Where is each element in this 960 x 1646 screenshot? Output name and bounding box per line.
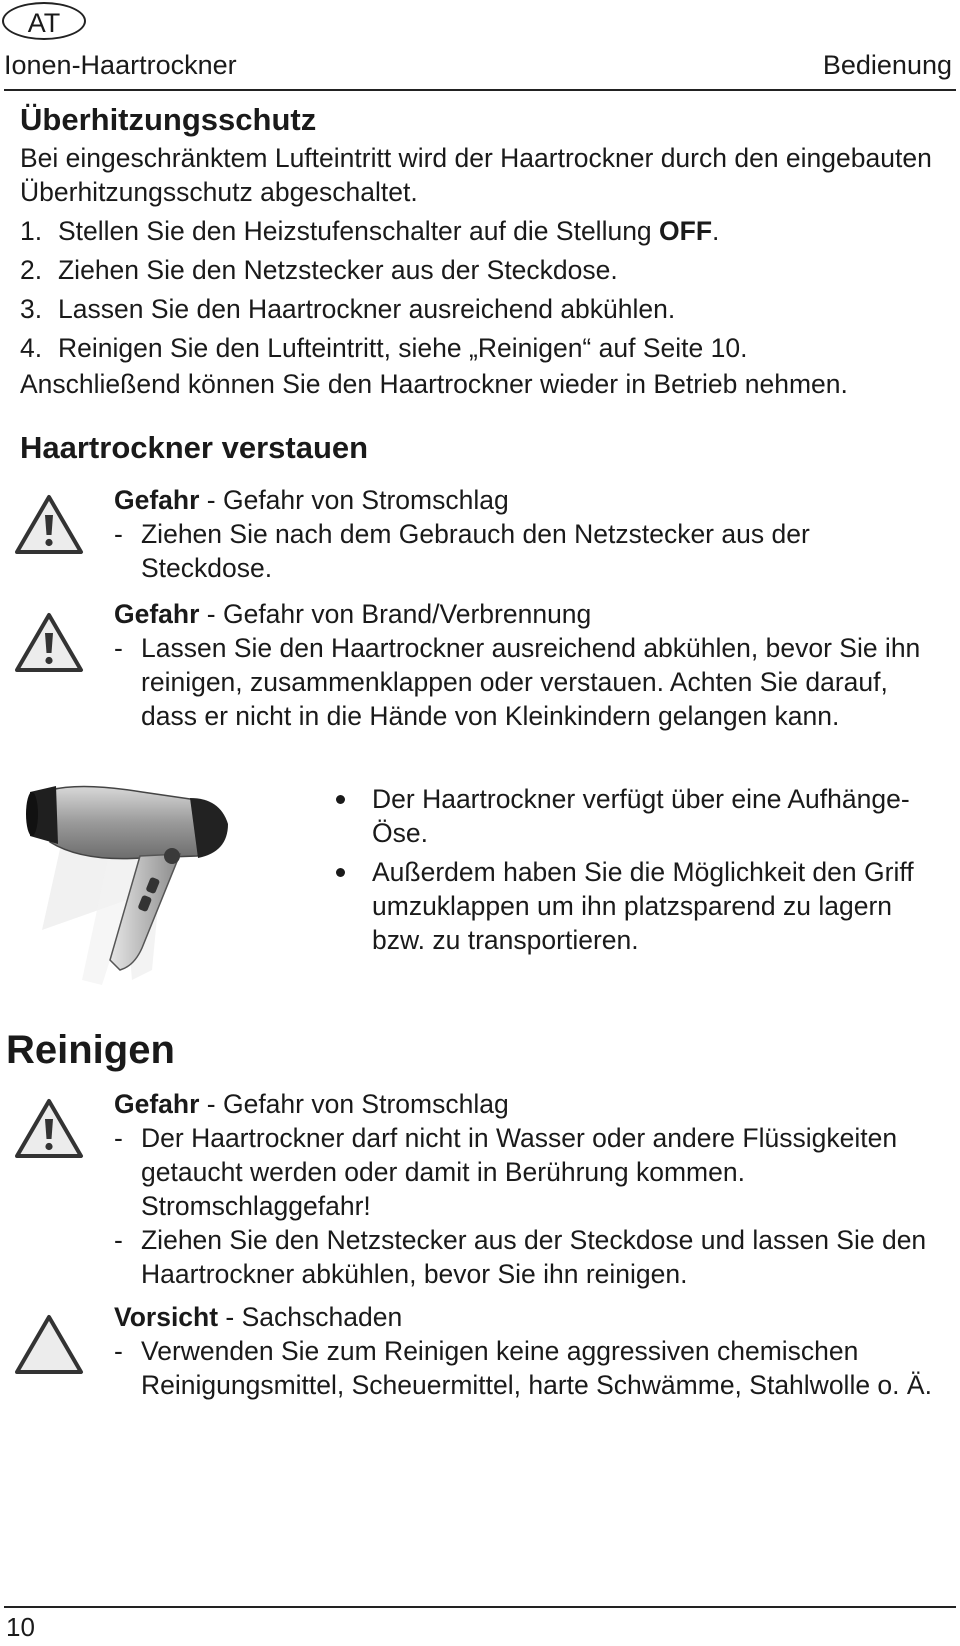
warning-item: - Ziehen Sie nach dem Gebrauch den Netzstecker aus der Steckdose. <box>114 519 810 583</box>
cleaning-caution-damage <box>114 1300 934 1402</box>
cleaning-heading: Reinigen <box>6 1028 175 1072</box>
warning-triangle-icon <box>14 612 84 674</box>
list-item: 4. Reinigen Sie den Lufteintritt, siehe „Reinigen“ auf Seite 10. <box>20 333 748 363</box>
header-product-name: Ionen-Haartrockner <box>4 50 237 80</box>
storage-heading: Haartrockner verstauen <box>20 430 369 465</box>
bullet-icon <box>336 795 345 804</box>
storage-feature-list <box>332 782 932 962</box>
warning-item: - Ziehen Sie den Netzstecker aus der Steckdose und lassen Sie den Haartrockner abkühlen, bevor Sie ihn reinigen. <box>114 1225 927 1289</box>
warning-triangle-icon <box>14 494 84 556</box>
hair-dryer-illustration <box>22 770 252 995</box>
list-item: 1. Stellen Sie den Heizstufenschalter auf die Stellung OFF. <box>20 216 720 246</box>
header-chapter: Bedienung <box>822 50 952 80</box>
storage-warning-shock <box>114 483 934 585</box>
bullet-icon <box>336 868 345 877</box>
warning-item: - Lassen Sie den Haartrockner ausreichend abkühlen, bevor Sie ihn reinigen, zusammenklappen oder verstauen. Achten Sie darauf, dass er nicht in die Hände von Kleinkindern gelangen kann. <box>114 633 921 731</box>
footer-divider <box>4 1606 956 1608</box>
list-item: Außerdem haben Sie die Möglichkeit den Griff umzuklappen um ihn platzsparend zu lagern bzw. zu transportieren. <box>332 855 932 957</box>
country-badge: AT <box>2 2 86 40</box>
warning-title: Gefahr - Gefahr von Stromschlag <box>114 485 509 515</box>
warning-item: - Verwenden Sie zum Reinigen keine aggressiven chemischen Reinigungsmittel, Scheuermittel, harte Schwämme, Stahlwolle o. Ä. <box>114 1336 932 1400</box>
warning-title: Gefahr - Gefahr von Stromschlag <box>114 1089 509 1119</box>
overheat-steps <box>20 212 747 368</box>
cleaning-warning-shock <box>114 1087 934 1291</box>
list-item: 3. Lassen Sie den Haartrockner ausreichend abkühlen. <box>20 294 676 324</box>
warning-title: Gefahr - Gefahr von Brand/Verbrennung <box>114 599 592 629</box>
page-number: 10 <box>6 1612 35 1642</box>
overheat-intro: Bei eingeschränktem Lufteintritt wird der Haartrockner durch den eingebauten Überhitzungsschutz abgeschaltet. <box>20 143 932 207</box>
list-item: Der Haartrockner verfügt über eine Aufhänge-Öse. <box>332 782 932 850</box>
warning-triangle-icon <box>14 1098 84 1160</box>
storage-warning-burn <box>114 597 934 733</box>
caution-triangle-icon <box>14 1314 84 1376</box>
header-divider <box>4 89 956 91</box>
warning-title: Vorsicht - Sachschaden <box>114 1302 403 1332</box>
overheat-heading: Überhitzungsschutz <box>20 102 317 137</box>
list-item: 2. Ziehen Sie den Netzstecker aus der Steckdose. <box>20 255 618 285</box>
warning-item: - Der Haartrockner darf nicht in Wasser oder andere Flüssigkeiten getaucht werden oder damit in Berührung kommen. Stromschlaggefahr! <box>114 1123 898 1221</box>
overheat-closing: Anschließend können Sie den Haartrockner wieder in Betrieb nehmen. <box>20 369 848 399</box>
